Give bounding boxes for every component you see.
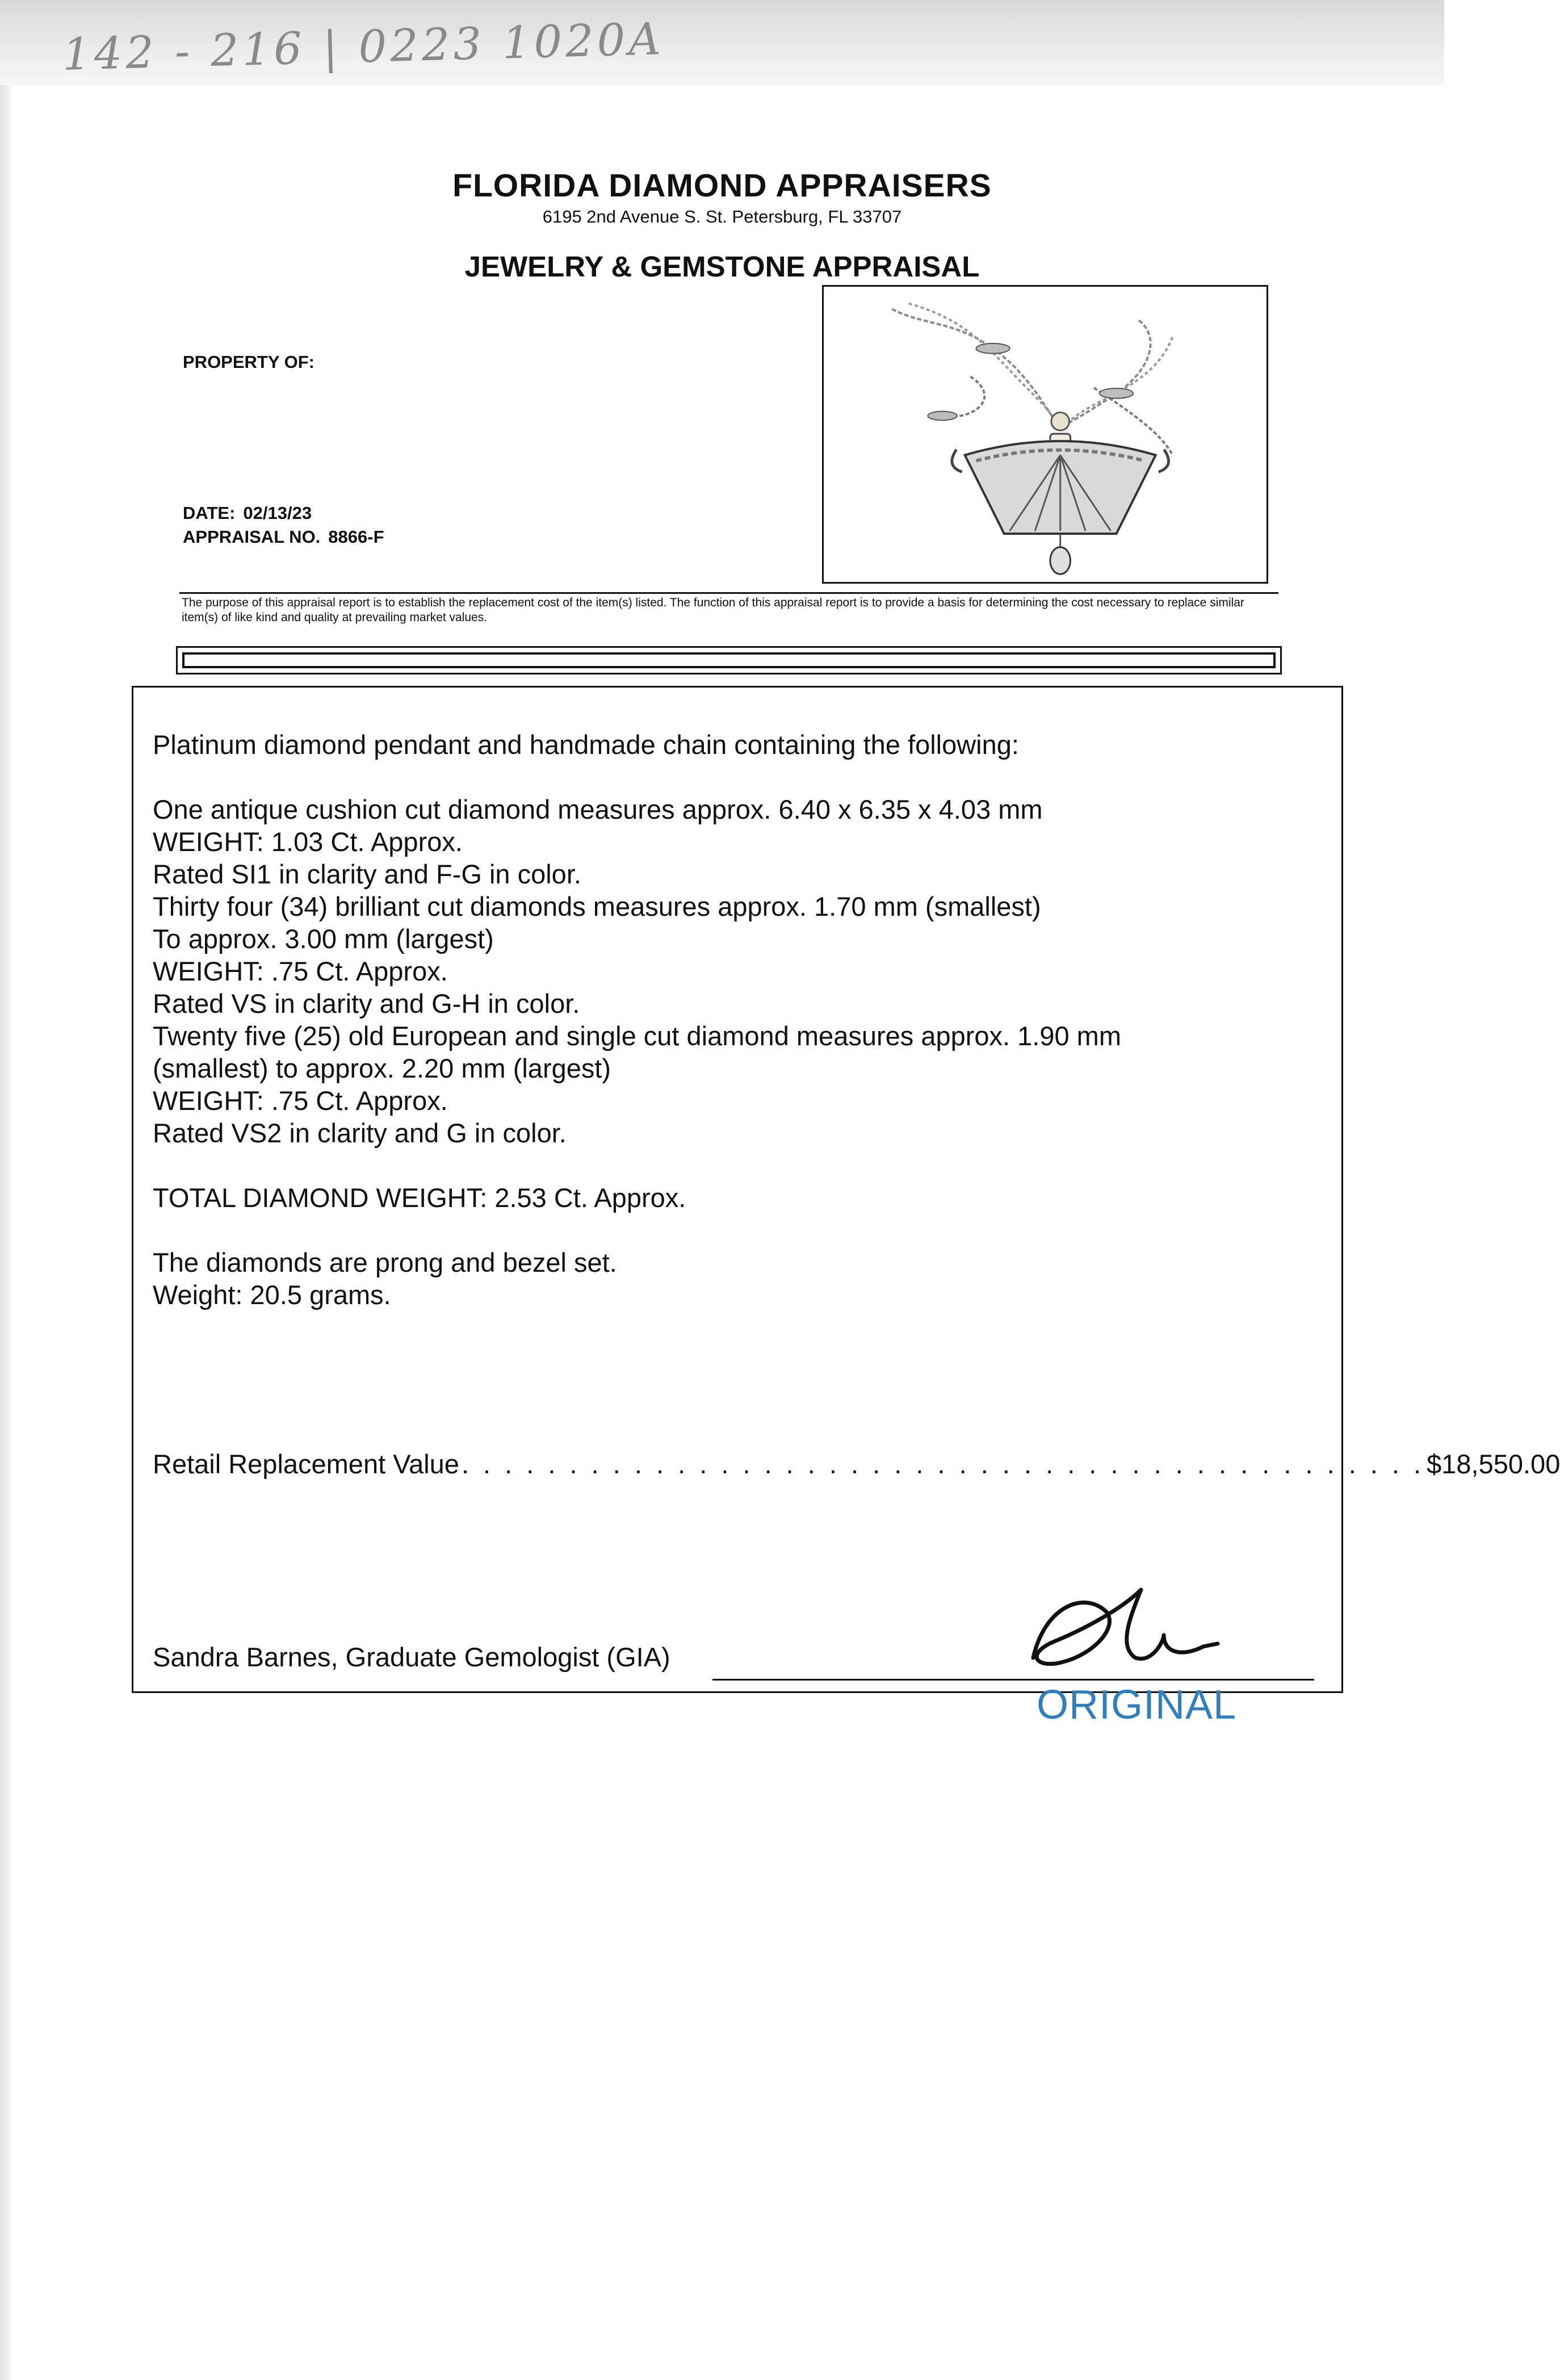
spacer (153, 1214, 1322, 1246)
date-label: DATE: (183, 503, 236, 523)
description-text (153, 728, 1322, 1311)
decorative-double-band (176, 646, 1282, 674)
item-weight: Weight: 20.5 grams. (153, 1280, 391, 1310)
total-diamond-weight: TOTAL DIAMOND WEIGHT: 2.53 Ct. Approx. (153, 1183, 686, 1213)
item-photo (822, 285, 1268, 584)
description-line: WEIGHT: .75 Ct. Approx. (153, 1086, 448, 1116)
appraisal-number-label: APPRAISAL NO. (183, 527, 321, 547)
description-line: Thirty four (34) brilliant cut diamonds measures approx. 1.70 mm (smallest) (153, 891, 1041, 921)
description-line: One antique cushion cut diamond measures approx. 6.40 x 6.35 x 4.03 mm (153, 794, 1043, 824)
pendant-necklace-photo-icon (824, 287, 1267, 582)
description-intro: Platinum diamond pendant and handmade chain containing the following: (153, 730, 1019, 760)
spacer (153, 761, 1322, 793)
date-line (183, 503, 312, 523)
description-line: WEIGHT: 1.03 Ct. Approx. (153, 827, 463, 857)
description-line: Rated VS in clarity and G-H in color. (153, 988, 580, 1019)
appraiser-name: Sandra Barnes, Graduate Gemologist (GIA) (153, 1642, 670, 1672)
company-address: 6195 2nd Avenue S. St. Petersburg, FL 33707 (542, 207, 902, 227)
company-name: FLORIDA DIAMOND APPRAISERS (452, 167, 992, 204)
appraisal-number-line (183, 527, 384, 547)
description-line: To approx. 3.00 mm (largest) (153, 924, 494, 954)
description-box (132, 686, 1560, 1693)
scan-left-edge (0, 85, 11, 2380)
purpose-statement: The purpose of this appraisal report is to establish the replacement cost of the item(s) listed. The function of this appraisal report is to provide a basis for determining the cost necessary to replace similar item(s) of like kind and quality at prevailing market values. (182, 596, 1244, 624)
handwritten-note: 142 - 216 | 0223 1020A (62, 14, 665, 81)
description-line: Rated SI1 in clarity and F-G in color. (153, 859, 581, 889)
replacement-value-label: Retail Replacement Value (153, 1449, 459, 1479)
leader-dots: . . . . . . . . . . . . . . . . . . . . . . . . . . . . . . . . . . . . . . . . . . . . . (461, 1449, 1425, 1479)
replacement-value-row (153, 1448, 1560, 1482)
spacer (153, 1149, 1322, 1181)
handwritten-signature-icon (1022, 1573, 1226, 1692)
description-line: (smallest) to approx. 2.20 mm (largest) (153, 1053, 611, 1083)
appraisal-number-value: 8866-F (328, 527, 384, 547)
purpose-rule (179, 592, 1278, 594)
replacement-value-amount: $18,550.00 (1427, 1449, 1560, 1479)
date-value: 02/13/23 (243, 503, 312, 523)
property-of-label: PROPERTY OF: (183, 352, 314, 372)
description-line: Rated VS2 in clarity and G in color. (153, 1118, 567, 1148)
setting-description: The diamonds are prong and bezel set. (153, 1247, 617, 1277)
decorative-band-inner (182, 652, 1276, 668)
description-line: WEIGHT: .75 Ct. Approx. (153, 956, 448, 986)
document-title: JEWELRY & GEMSTONE APPRAISAL (464, 250, 980, 283)
original-stamp: ORIGINAL (1037, 1682, 1237, 1728)
description-line: Twenty five (25) old European and single cut diamond measures approx. 1.90 mm (153, 1021, 1121, 1051)
